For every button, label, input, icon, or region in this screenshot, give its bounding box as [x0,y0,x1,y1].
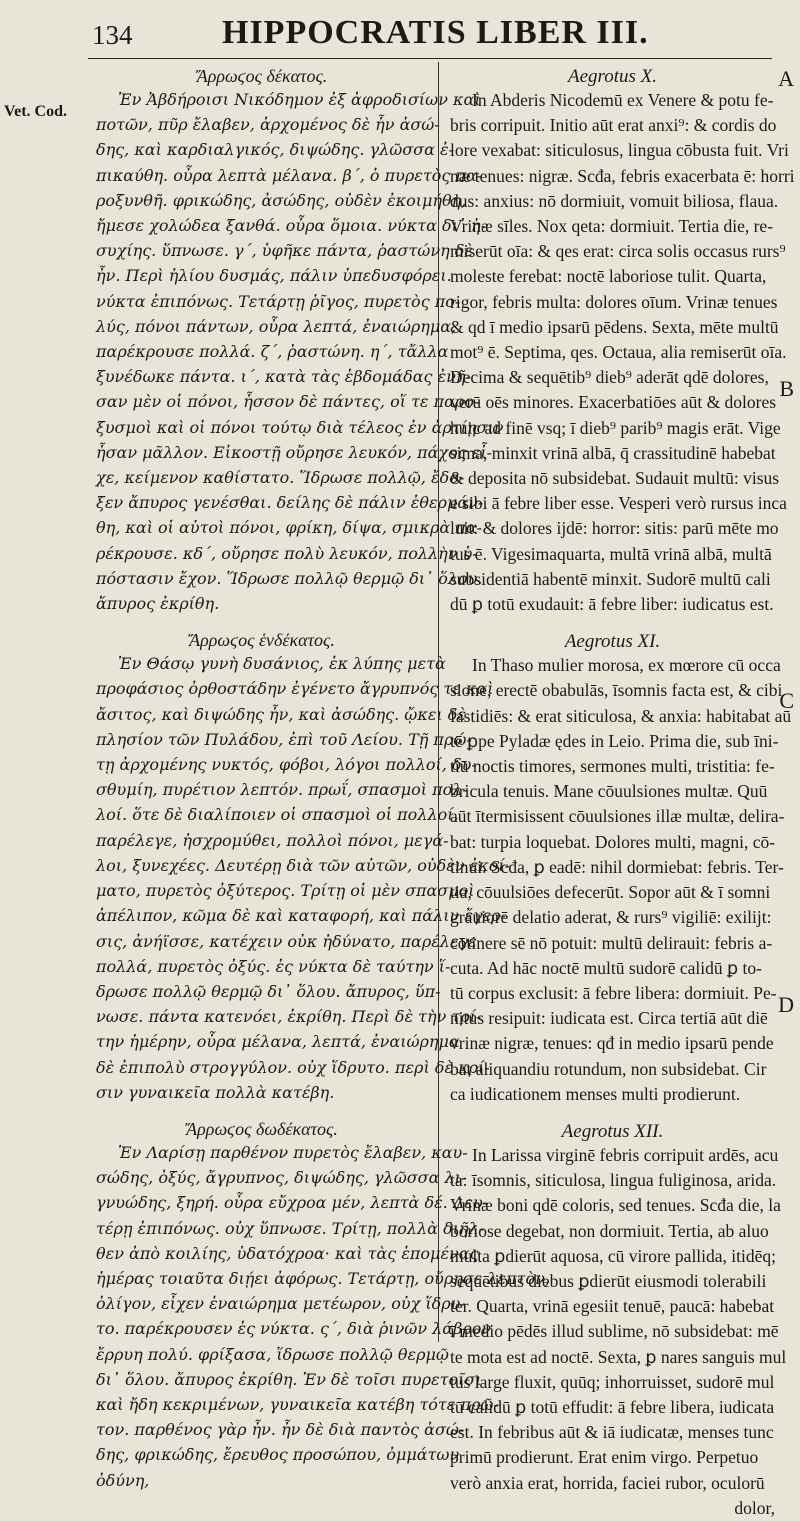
text-line: verū oēs minores. Exacerbatiōes aūt & dolores [450,392,777,413]
text-line: næ tenues: nigræ. Scđa, febris exacerbata ē: horri [450,165,795,186]
margin-note-vet-cod: Vet. Cod. [4,103,67,120]
text-line: ca iudicationem menses multi prodierunt. [450,1083,741,1104]
greek-column [96,66,550,1493]
text-line: πόστασιν ἔχον. Ἵδρωσε πολλῷ θερμῷ δι᾽ ὅλου. [96,568,483,588]
text-line: συχίης. ὕπνωσε. γ΄, ὑφῆκε πάντα, ῥαστώνη δὲ [96,241,473,261]
text-line: primū prodierunt. Erat enim virgo. Perpetuo [450,1447,759,1468]
greek-heading-12: Ἄρρωϛος δωδέκατος. [186,1118,338,1139]
running-title: HIPPOCRATIS LIBER III. [222,14,649,51]
text-line: tē ꝑpe Pyladæ ędes in Leio. Prima die, sub īni- [450,730,779,751]
text-line: χε, κείμενον καθίστατο. Ἵδρωσε πολλῷ, ἔδο- [96,468,465,488]
text-line: ἡμέρας τοιαῦτα διῄει ἀφόρως. Τετάρτῃ, οὔρησε λεπτὸν, [96,1268,550,1288]
text-line: δι᾽ ὅλου. ἄπυρος ἐκρίθη. Ἐν δὲ τοῖσι πυρετοῖσι [96,1369,482,1389]
catchword: dolor, [734,1497,775,1518]
latin-case-10-text [450,88,795,617]
text-line: rigor, febris multa: dolores oīum. Vrinæ tenues [450,291,778,312]
text-line: σαν μὲν οἱ πόνοι, ἧσσον δὲ πάντες, οἵ τε παρο- [96,392,480,412]
text-line: σις, ἀνήϊσσε, κατέχειν οὐκ ἠδύνατο, παρέλεγε [96,931,477,951]
text-line: est. In febribus aūt & iā iudicatæ, menses tunc [450,1422,774,1443]
text-line: δης, φρικώδης, ἔρευθος προσώπου, ὀμμάτων [96,1445,460,1465]
margin-letter-b: B [779,376,794,401]
text-line: καὶ ἤδη κεκριμένων, γυναικεῖα κατέβη τότε πρῶ- [96,1394,499,1414]
text-line: Vrinæ boni qdē coloris, sed tenues. Scđa die, la [450,1195,781,1216]
latin-heading-10: Aegrotus X. [567,66,657,87]
text-line: te mota est ad noctē. Sexta, ꝑ nares sanguis mul [450,1346,787,1367]
text-line: tinui. Scđa, ꝑ eadē: nihil dormiebat: febris. Ter- [450,856,784,877]
text-line: τῃ ἀρχομένης νυκτός, φόβοι, λόγοι πολλοί, δυ- [96,755,477,775]
text-line: multa ꝑdierūt aquosa, cū virore pallida, itidēq; [450,1245,777,1266]
text-line: λύς, πόνοι πάντων, οὖρα λεπτά, ἐναιώρημα, [96,316,457,336]
text-line: tus large fluxit, quūq; inhorruisset, sudorē mul [450,1371,775,1392]
latin-case-11-text [450,653,792,1107]
text-line: Vrinæ sīles. Nox qeta: dormiuit. Tertia die, re- [450,216,774,237]
latin-heading-11: Aegrotus XI. [564,631,661,653]
text-line: προφάσιος ὀρθοστάδην ἐγένετο ἄγρυπνός τε καὶ [96,679,494,699]
text-line: τον. παρθένος γὰρ ἦν. ἦν δὲ διὰ παντὸς ἀσώ- [96,1420,465,1440]
text-line: tus ē. Vigesimaquarta, multā vrinā albā, multā [450,543,772,564]
text-line: δης, καὶ καρδιαλγικός, διψώδης. γλῶσσα ἐ- [96,140,454,160]
text-line: ξυνέδωκε πάντα. ι΄, κατὰ τὰς ἑβδομάδας ἐνῆ- [96,367,471,387]
text-line: tū calidū ꝑ totū effudit: ā febre libera, iudicata [450,1396,775,1417]
text-line: νύκτα ἐπιπόνως. Τετάρτῃ ῥῖγος, πυρετὸς πο- [96,291,461,311]
text-line: sequētibus diebus ꝑdierūt eiusmodi tolerabili [450,1270,767,1291]
text-line: το. παρέκρουσεν ἐς νύκτα. ς΄, διὰ ῥινῶν λάβρον [96,1319,492,1339]
text-line: παρέκρουσε πολλά. ζ΄, ῥαστώνη. η΄, τἄλλα [96,342,449,362]
text-line: fastidiēs: & erat siticulosa, & anxia: habitabat aū [450,705,792,726]
text-line: λοι, ξυνεχέες. Δευτέρῃ διὰ τῶν αὐτῶν, οὐδὲν ἐκοί- [96,855,511,875]
text-line: πλησίον τῶν Πυλάδου, ἐπὶ τοῦ Λείου. Τῇ πρώ- [96,729,472,749]
text-line: cuta. Ad hāc noctē multū sudorē calidū ꝑ to- [450,957,762,978]
margin-letter-d: D [778,992,794,1017]
text-line: σιν γυναικεῖα πολλὰ κατέβη. [96,1082,335,1102]
text-line: ter. Quarta, vrinā egesiit tenuē, paucā: habebat [450,1296,775,1317]
text-line: luit: & dolores ijdē: horror: sitis: parū mēte mo [450,518,779,539]
text-line: Ἐν Θάσῳ γυνὴ δυσάνιος, ἐκ λύπης μετὰ [118,654,446,674]
text-line: aūt ītermisissent cōuulsiones illæ multæ, delira- [450,806,785,827]
text-line: ροξυνθῆ. φρικώδης, ἀσώδης, οὐδὲν ἐκοιμήθη, [96,190,467,210]
text-line: ξυσμοὶ καὶ οἱ πόνοι τούτῳ διὰ τέλεος ἐν ἀρτίῃσιν [96,417,504,437]
text-line: ὀλίγον, εἶχεν ἐναιώρημα μετέωρον, οὐχ ἵδρυ- [96,1294,466,1314]
text-line: ἄσιτος, καὶ διψώδης ἦν, καὶ ἀσώδης. ᾤκει δὲ [96,704,467,724]
text-line: boriose degebat, non dormiuit. Tertia, ab aluo [450,1220,769,1241]
text-line: ξεν ἄπυρος γενέσθαι. δείλης δὲ πάλιν ἐθερμάν- [96,493,484,513]
text-line: vrinæ nigræ, tenues: qđ in medio ipsarū pende [450,1033,774,1054]
greek-case-10-text [96,87,504,616]
greek-case-11-text [96,651,511,1105]
text-line: ἤμεσε χολώδεα ξανθά. οὖρα ὅμοια. νύκτα δι᾽ ἡ- [96,216,486,236]
greek-heading-11: Ἄρρωϛος ἑνδέκατος. [189,630,335,651]
text-line: verò anxia erat, horrida, faciei rubor, oculorū [450,1472,765,1493]
text-line: ἄπυρος ἐκρίθη. [96,594,220,614]
text-line: huic ad finē vsq; ī dieb⁹ parib⁹ magis erāt. Vige [450,417,781,438]
text-line: σθυμίη, πυρέτιον λεπτόν. πρωΐ, σπασμοὶ πολ- [96,780,468,800]
text-line: & deposita nō subsidebat. Sudauit multū: visus [450,468,780,489]
text-line: ἦν. Περὶ ἡλίου δυσμάς, πάλιν ὑπεδυσφόρει. [96,266,452,286]
text-line: bat: turpia loquebat. Dolores multi, magni, cō- [450,831,776,852]
text-line: miserūt oīa: & qes erat: circa solis occasus rurs⁹ [450,241,786,262]
page-number: 134 [92,20,133,50]
text-line: παρέλεγε, ἠσχρομύθει, πολλοὶ πόνοι, μεγά- [96,830,449,850]
text-line: πικαύθη. οὖρα λεπτὰ μέλανα. β΄, ὁ πυρετὸς πα- [96,165,483,185]
text-line: Ἐν Ἀβδήροισι Νικόδημον ἐξ ἀφροδισίων καὶ [118,90,481,109]
text-line: grauiorē delatio aderat, & rurs⁹ vigiliē: exilijt: [450,907,772,928]
text-line: In Thaso mulier morosa, ex mœrore cū occa [472,655,781,676]
text-line: θεν ἀπὸ κοιλίης, ὑδατόχροα· καὶ τὰς ἑπομένας [96,1243,479,1263]
text-line: λοί. ὅτε δὲ διαλίποιεν οἱ σπασμοὶ οἱ πολλοί, [96,805,459,825]
text-line: lore vexabat: siticulosus, lingua cōbusta fuit. Vri [450,140,789,161]
text-line: bat aliquandiu rotundum, non subsidebat. Cir [450,1058,767,1079]
latin-column [450,66,795,1521]
text-line: e sibi ā febre liber esse. Vesperi verò rursus inca [450,493,787,514]
text-line: σώδης, ὀξύς, ἄγρυπνος, διψώδης, γλῶσσα λι- [96,1168,467,1188]
text-line: νωσε. πάντα κατενόει, ἐκρίθη. Περὶ δὲ τὴν τρί- [96,1007,482,1027]
text-line: ἔρρυη πολύ. φρίξασα, ἵδρωσε πολλῷ θερμῷ [96,1344,449,1364]
text-line: & qd ī medio ipsarū pēdens. Sexta, mēte multū [450,316,779,337]
text-line: ἀπέλιπον, κῶμα δὲ καὶ καταφορή, καὶ πάλιν ἔγερ- [96,906,506,926]
text-line: ta: īsomnis, siticulosa, lingua fuliginosa, arida. [450,1170,777,1191]
text-line: Ἐν Λαρίσῃ παρθένον πυρετὸς ἔλαβεν, καυ- [118,1142,468,1162]
text-line: ī medio pēdēs illud sublime, nō subsidebat: mē [450,1321,779,1342]
text-line: bricula tenuis. Mane cōuulsiones multæ. Quū [450,781,768,802]
text-line: tiū noctis timores, sermones multi, tristitia: fe- [450,756,775,777]
latin-heading-12: Aegrotus XII. [561,1120,664,1142]
text-line: subsidentiā habentē minxit. Sudorē multū cali [450,568,771,589]
text-line: dū ꝑ totū exudauit: ā febre liber: iudicatus est. [450,594,774,615]
header-rule [88,58,772,59]
text-line: τέρῃ ἐπιπόνως. οὐχ ὕπνωσε. Τρίτῃ, πολλὰ διῆλ- [96,1218,485,1238]
text-line: θη, καὶ οἱ αὐτοὶ πόνοι, φρίκη, δίψα, σμικρὰ πα- [96,518,483,538]
greek-heading-10: Ἄρρωϛος δέκατος. [196,66,328,86]
text-line: tū corpus exclusit: ā febre libera: dormiuit. Pe- [450,982,777,1003]
text-line: ματο, πυρετὸς ὀξύτερος. Τρίτῃ οἱ μὲν σπασμοὶ [96,881,475,901]
text-line: την ἡμέρην, οὖρα μέλανα, λεπτά, ἐναιώρημα [96,1032,460,1052]
text-line: πολλά, πυρετὸς ὀξύς. ἐς νύκτα δὲ ταύτην ἵ- [96,956,451,976]
text-line: In Abderis Nicodemū ex Venere & potu fe- [472,90,774,110]
text-line: tia, cōuulsiōes defecerūt. Sopor aūt & ī somni [450,882,771,903]
text-line: bris corripuit. Initio aūt erat anxi⁹: & cordis do [450,115,777,136]
latin-case-12-text [450,1143,787,1496]
text-line: Decima & sequētib⁹ dieb⁹ aderāt qdē dolores, [450,367,769,388]
text-line: nitus resipuit: iudicata est. Circa tertiā aūt diē [450,1008,768,1029]
text-line: δὲ ἐπιπολὺ στρογγύλον. οὐχ ἵδρυτο. περὶ δὲ κρί- [96,1057,490,1077]
text-line: ποτῶν, πῦρ ἔλαβεν, ἀρχομένος δὲ ἦν ἀσώ- [96,115,440,135]
text-line: mot⁹ ē. Septima, qes. Octaua, alia remiserūt oīa. [450,342,787,363]
text-line: δρωσε πολλῷ θερμῷ δι᾽ ὅλου. ἄπυρος, ὕπ- [96,981,441,1001]
greek-case-12-text [96,1140,550,1493]
margin-letter-a: A [778,66,794,91]
text-line: dus: anxius: nō dormiuit, vomuit biliosa, flaua. [450,190,779,211]
text-line: cōtinere sē nō potuit: multū delirauit: febris a- [450,932,773,953]
text-line: ὀδύνη, [96,1470,150,1490]
text-line: sione, erectē obabulās, īsomnis facta est, & cibi [450,680,783,701]
text-line: sima, minxit vrinā albā, q̄ crassitudinē habebat [450,442,776,463]
text-line: ἦσαν μᾶλλον. Εἰκοστῇ οὔρησε λευκόν, πάχος εἶ- [96,442,493,462]
text-line: In Larissa virginē febris corripuit ardēs, acu [472,1144,779,1165]
text-line: moleste ferebat: noctē laboriose tulit. Quarta, [450,266,767,287]
margin-letter-c: C [779,688,794,713]
text-line: γνυώδης, ξηρή. οὖρα εὔχροα μέν, λεπτὰ δέ. Δευ- [96,1193,489,1213]
text-line: ρέκρουσε. κδ΄, οὔρησε πολὺ λευκόν, πολλὴν ὑ- [96,543,478,563]
